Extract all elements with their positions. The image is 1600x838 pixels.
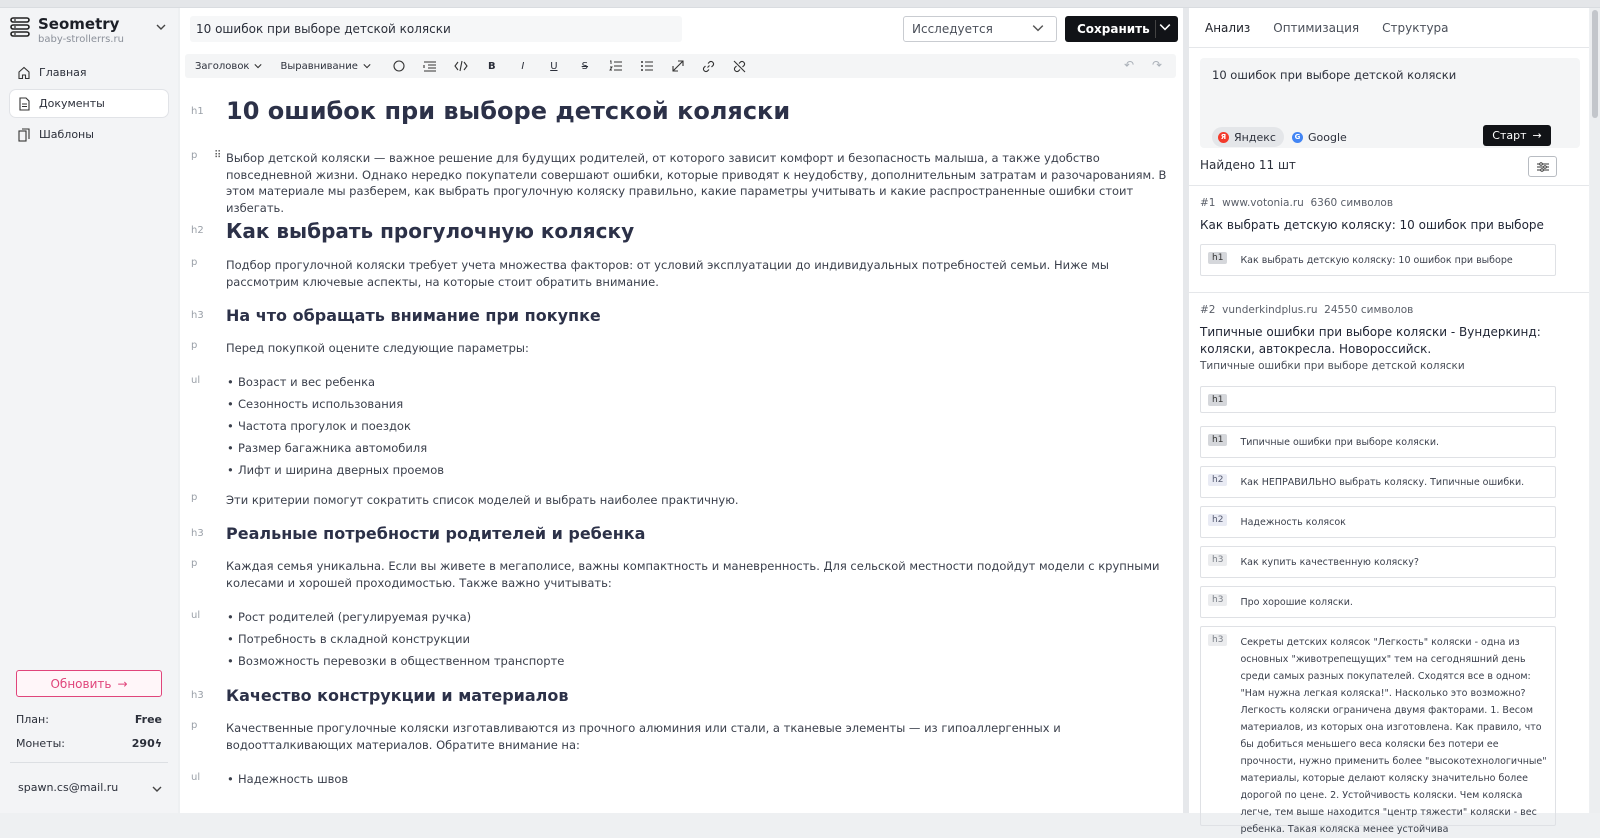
result-domain[interactable]: www.votonia.ru	[1222, 197, 1304, 209]
document-icon	[18, 97, 30, 111]
result-title[interactable]: Типичные ошибки при выборе коляски - Вундеркинд: коляски, автокресла. Новороссийск.	[1200, 325, 1541, 356]
sidebar-item-label: Главная	[39, 66, 87, 79]
brand-name: Seometry	[38, 15, 120, 33]
divider	[1189, 292, 1589, 293]
block-tag-p: p	[191, 558, 198, 569]
block-tag-h3: h3	[191, 310, 204, 321]
heading-row[interactable]	[1200, 386, 1556, 413]
italic-icon[interactable]: I	[521, 60, 525, 72]
heading-row[interactable]	[1200, 466, 1556, 498]
block-tag-ul: ul	[191, 610, 201, 621]
block-list[interactable]	[180, 369, 1183, 492]
project-switcher[interactable]	[10, 12, 170, 48]
result-chars: 6360 символов	[1310, 197, 1394, 209]
google-icon: G	[1292, 132, 1303, 143]
block-tag-h3: h3	[191, 690, 204, 701]
heading-h1[interactable]: 10 ошибок при выборе детской коляски	[226, 97, 791, 125]
heading-row[interactable]	[1200, 244, 1556, 276]
block-h3[interactable]	[180, 522, 1183, 558]
heading-row[interactable]	[1200, 586, 1556, 618]
expand-icon[interactable]	[667, 55, 689, 77]
list-item[interactable]: • Размер багажника автомобиля	[238, 437, 1171, 459]
list-item[interactable]: • Надежность швов	[238, 768, 1171, 790]
filter-icon	[1537, 162, 1549, 172]
block-tag-h2: h2	[191, 225, 204, 236]
engine-label: Google	[1308, 130, 1347, 144]
paragraph[interactable]: Эти критерии помогут сократить список моделей и выбрать наиболее практичную.	[226, 493, 739, 507]
underline-icon[interactable]: U	[550, 60, 558, 72]
start-label: Старт	[1492, 129, 1527, 142]
heading-tag-badge: h3	[1208, 554, 1227, 566]
code-icon[interactable]	[450, 55, 472, 77]
block-h1[interactable]	[180, 94, 1183, 150]
split-divider	[1155, 20, 1156, 38]
panel-scrollbar-thumb[interactable]	[1592, 10, 1598, 118]
heading-row[interactable]	[1200, 426, 1556, 458]
coins-value: 290	[131, 737, 155, 750]
status-value: Исследуется	[912, 22, 993, 36]
home-icon	[18, 66, 30, 80]
align-dropdown[interactable]	[280, 61, 370, 72]
seometry-logo-icon	[10, 16, 32, 42]
block-tag-ul: ul	[191, 375, 201, 386]
coins-row	[16, 737, 162, 750]
block-paragraph[interactable]	[180, 492, 1183, 522]
heading-text: Про хорошие коляски.	[1240, 597, 1353, 608]
query-box	[1200, 58, 1580, 148]
unlink-icon[interactable]	[729, 55, 751, 77]
coins-label: Монеты:	[16, 737, 65, 750]
block-h3[interactable]	[180, 684, 1183, 720]
heading-h2[interactable]: Как выбрать прогулочную коляску	[226, 219, 635, 243]
list-item[interactable]: • Лифт и ширина дверных проемов	[238, 459, 1171, 481]
sidebar-nav	[10, 59, 168, 152]
heading-h3[interactable]: Качество конструкции и материалов	[226, 686, 569, 705]
paragraph-block-icon[interactable]	[419, 55, 441, 77]
plan-row	[16, 713, 162, 726]
sidebar-item-label: Шаблоны	[39, 128, 94, 141]
bulleted-list-icon[interactable]	[636, 55, 658, 77]
block-tag-ul: ul	[191, 772, 201, 783]
undo-icon[interactable]: ↶	[1123, 58, 1134, 72]
chevron-down-icon	[156, 22, 166, 32]
panel-tabs	[1189, 8, 1589, 48]
results-count: Найдено 11 шт	[1200, 158, 1296, 172]
block-h3[interactable]	[180, 304, 1183, 340]
heading-tag-badge: h2	[1208, 474, 1227, 486]
paragraph[interactable]: Каждая семья уникальна. Если вы живете в мегаполисе, важны компактность и маневренность. Для сельской местности подойдут модели с крупными колесами и хорошей проходимостью. Также важно учитывать:	[226, 559, 1160, 590]
list-item[interactable]: • Сезонность использования	[238, 393, 1171, 415]
strikethrough-icon[interactable]: S	[581, 60, 589, 72]
circle-icon[interactable]	[388, 55, 410, 77]
redo-icon[interactable]: ↷	[1151, 58, 1162, 72]
result-chars: 24550 символов	[1324, 304, 1414, 316]
block-paragraph[interactable]	[180, 257, 1183, 304]
divider	[10, 762, 168, 763]
sidebar-item-home[interactable]	[10, 59, 168, 86]
heading-text: Типичные ошибки при выборе коляски.	[1240, 437, 1440, 448]
result-meta	[1200, 304, 1413, 316]
result-description: Типичные ошибки при выборе детской коляски	[1200, 360, 1465, 372]
block-tag-h1: h1	[191, 106, 204, 117]
document-title-input[interactable]: 10 ошибок при выборе детской коляски	[190, 16, 682, 42]
document-body[interactable]	[180, 94, 1183, 796]
chevron-down-icon	[1032, 22, 1044, 34]
list-item[interactable]: • Возраст и вес ребенка	[238, 371, 1171, 393]
sidebar-item-templates[interactable]	[10, 121, 168, 148]
sidebar	[0, 8, 178, 813]
result-meta	[1200, 197, 1393, 209]
heading-row[interactable]	[1200, 546, 1556, 578]
chevron-down-icon	[152, 784, 162, 794]
sidebar-item-label: Документы	[39, 97, 105, 110]
heading-tag-badge: h3	[1208, 634, 1227, 646]
list-item[interactable]: • Потребность в складной конструкции	[238, 628, 1171, 650]
drag-handle-icon[interactable]: ⠿	[214, 150, 221, 161]
heading-h3[interactable]: На что обращать внимание при покупке	[226, 306, 601, 325]
result-rank: #2	[1200, 304, 1216, 316]
start-button[interactable]	[1483, 125, 1551, 146]
tab-analysis[interactable]: Анализ	[1205, 20, 1251, 35]
block-list[interactable]	[180, 604, 1183, 684]
heading-text: Как выбрать детскую коляску: 10 ошибок при выборе	[1240, 255, 1513, 266]
bullet-list	[226, 606, 1171, 672]
tab-structure[interactable]: Структура	[1382, 20, 1449, 35]
block-list[interactable]	[180, 766, 1183, 796]
query-input[interactable]: 10 ошибок при выборе детской коляски	[1212, 68, 1457, 82]
yandex-icon: Я	[1218, 132, 1229, 143]
lightning-icon: ϟ	[154, 737, 162, 750]
list-item[interactable]: • Возможность перевозки в общественном транспорте	[238, 650, 1171, 672]
result-rank: #1	[1200, 197, 1216, 209]
heading-dropdown-label: Заголовок	[195, 60, 250, 72]
paragraph[interactable]: Выбор детской коляски — важное решение для будущих родителей, от которого зависит комфорт и безопасность малыша, а также удобство повседневной жизни. Однако нередко покупатели совершают ошибки, которые приводят к неудобству, дополнительным затратам и разочарованиям. В этом материале мы разберем, как выбрать прогулочную коляску правильно, какие параметры учитывать и какие распространенные ошибки стоит избегать.	[226, 151, 1167, 215]
paragraph[interactable]: Перед покупкой оцените следующие параметры:	[226, 341, 529, 355]
block-tag-p: p	[191, 492, 198, 503]
bullet-list	[226, 768, 1171, 790]
block-paragraph[interactable]	[180, 340, 1183, 369]
heading-dropdown[interactable]	[195, 61, 262, 72]
result-title[interactable]: Как выбрать детскую коляску: 10 ошибок при выборе	[1200, 218, 1544, 232]
result-domain[interactable]: vunderkindplus.ru	[1222, 304, 1318, 316]
block-paragraph[interactable]	[180, 558, 1183, 604]
heading-tag-badge: h1	[1208, 252, 1227, 264]
block-tag-p: p	[191, 340, 198, 351]
block-tag-p: p	[191, 720, 198, 731]
paragraph[interactable]: Подбор прогулочной коляски требует учета множества факторов: от условий эксплуатации до индивидуальных потребностей семьи. Ниже мы рассмотрим ключевые аспекты, на которые стоит обратить внимание.	[226, 258, 1109, 289]
editor	[180, 8, 1183, 813]
upgrade-label: Обновить	[50, 676, 112, 691]
tab-optimization[interactable]: Оптимизация	[1273, 20, 1360, 35]
list-item[interactable]: • Частота прогулок и поездок	[238, 415, 1171, 437]
save-label: Сохранить	[1077, 22, 1150, 36]
paragraph[interactable]: Качественные прогулочные коляски изготавливаются из прочного алюминия или стали, а тканевые элементы — из гипоаллергенных и водоотталкивающих материалов. Обратите внимание на:	[226, 721, 1061, 752]
formatting-toolbar	[185, 54, 1176, 78]
heading-row[interactable]	[1200, 506, 1556, 538]
chevron-down-icon	[254, 62, 262, 70]
heading-tag-badge: h3	[1208, 594, 1227, 606]
heading-text: Секреты детских колясок "Легкость" коляски - одна из основных "животрепещущих" тем на сегодняшний день среди самых разных покупателей. Сходятся все в одном: "Нам нужна легкая коляска!". Насколько это возможно? Легкость коляски ограничена двумя факторами. 1. Весом материалов, из которых она изготовлена. Как правило, что бы добиться меньшего веса коляски без потери ее прочности, нужно применить более "высокотехнологичные" материалы, которые делают коляску значительно более дорогой по цене. 2. Устойчивость коляски. Чем коляска легче, тем выше находится "центр тяжести" коляски - вес ребенка. Такая коляска менее устойчива	[1240, 637, 1547, 835]
panel-scrollbar[interactable]	[1590, 8, 1600, 813]
bold-icon[interactable]: B	[488, 60, 496, 72]
divider	[1189, 185, 1589, 186]
block-tag-p: p	[191, 150, 198, 161]
heading-h3[interactable]: Реальные потребности родителей и ребенка	[226, 524, 646, 543]
heading-text: Как НЕПРАВИЛЬНО выбрать коляску. Типичные ошибки.	[1240, 477, 1525, 488]
plan-label: План:	[16, 713, 49, 726]
arrow-right-icon: →	[1532, 129, 1542, 142]
bullet-list	[226, 371, 1171, 481]
templates-icon	[18, 128, 30, 142]
heading-tag-badge: h2	[1208, 514, 1227, 526]
filter-button[interactable]	[1528, 156, 1557, 177]
list-item[interactable]: • Рост родителей (регулируемая ручка)	[238, 606, 1171, 628]
sidebar-item-documents[interactable]	[10, 90, 168, 117]
save-button[interactable]	[1065, 16, 1178, 42]
align-dropdown-label: Выравнивание	[280, 60, 358, 72]
project-domain: baby-strollerrs.ru	[38, 34, 124, 45]
chevron-down-icon[interactable]	[1159, 20, 1171, 34]
arrow-right-icon: →	[117, 676, 128, 691]
heading-tag-badge: h1	[1208, 394, 1227, 406]
engine-yandex[interactable]	[1212, 127, 1284, 147]
block-tag-p: p	[191, 257, 198, 268]
engine-label: Яндекс	[1234, 130, 1276, 144]
status-select[interactable]	[903, 16, 1057, 42]
analysis-panel	[1189, 8, 1589, 835]
coins-balance	[132, 737, 162, 750]
window-top-strip	[0, 0, 1600, 8]
plan-value: Free	[134, 713, 162, 726]
heading-text: Как купить качественную коляску?	[1240, 557, 1419, 568]
heading-tag-badge: h1	[1208, 434, 1227, 446]
block-paragraph[interactable]	[180, 150, 1183, 217]
upgrade-button[interactable]	[16, 670, 162, 697]
user-email: spawn.cs@mail.ru	[18, 781, 119, 794]
block-tag-h3: h3	[191, 528, 204, 539]
user-menu[interactable]	[18, 781, 162, 794]
chevron-down-icon	[363, 62, 371, 70]
link-icon[interactable]	[698, 55, 720, 77]
block-h2[interactable]	[180, 217, 1183, 257]
block-paragraph[interactable]	[180, 720, 1183, 766]
numbered-list-icon[interactable]	[605, 55, 627, 77]
heading-text: Надежность колясок	[1240, 517, 1346, 528]
engine-google[interactable]	[1286, 127, 1355, 147]
heading-row[interactable]	[1200, 626, 1556, 835]
